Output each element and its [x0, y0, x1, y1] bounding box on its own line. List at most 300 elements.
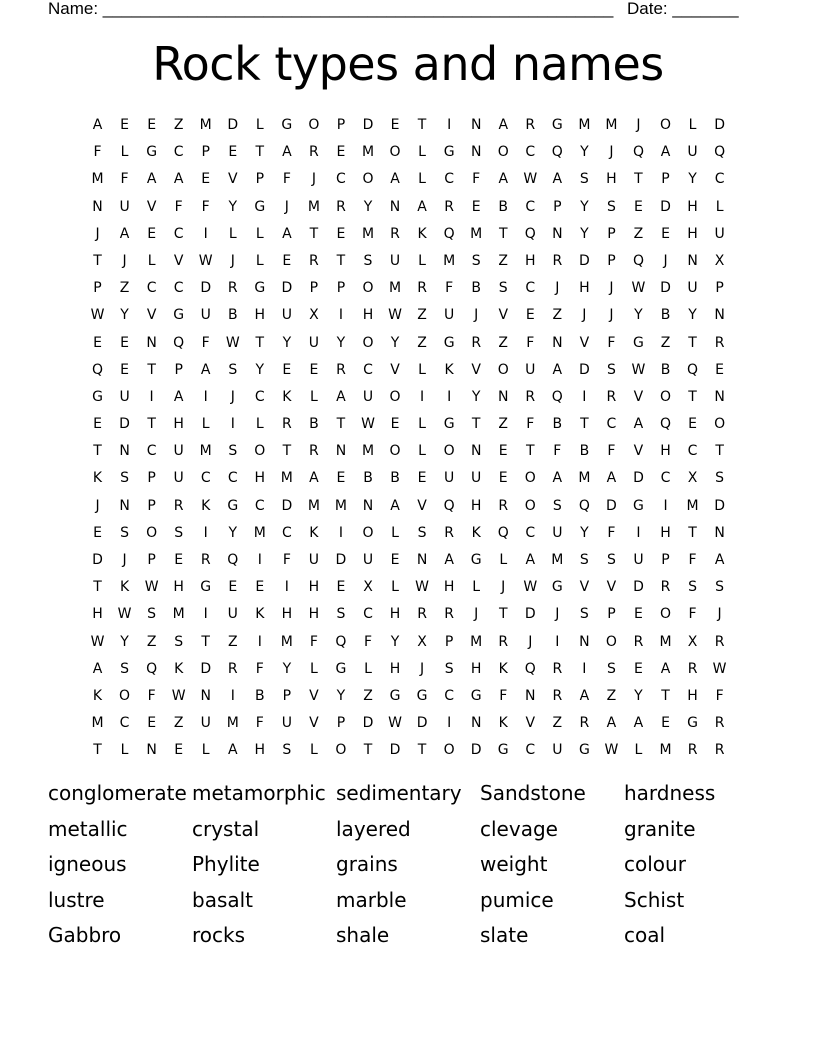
grid-letter: L	[201, 742, 210, 759]
grid-letter: R	[390, 225, 400, 242]
grid-letter: D	[578, 252, 590, 269]
grid-letter: D	[362, 117, 374, 133]
grid-letter: Q	[173, 334, 185, 351]
grid-letter: C	[687, 443, 698, 460]
grid-letter: A	[417, 198, 427, 215]
grid-letter: M	[199, 443, 212, 460]
grid-letter: M	[470, 633, 483, 650]
grid-letter: C	[173, 280, 184, 297]
grid-letter: F	[201, 334, 210, 351]
grid-letter: G	[470, 552, 482, 568]
grid-letter: A	[390, 497, 400, 514]
grid-letter: R	[309, 443, 319, 460]
grid-letter: P	[444, 633, 454, 650]
grid-letter: F	[526, 334, 535, 351]
grid-letter: T	[498, 606, 508, 623]
grid-letter: F	[255, 660, 264, 677]
grid-letter: E	[525, 307, 535, 324]
grid-letter: R	[444, 524, 454, 541]
word-list-item: sedimentary	[336, 781, 462, 805]
grid-letter: Q	[227, 552, 239, 568]
grid-letter: I	[420, 388, 425, 405]
grid-letter: O	[605, 633, 617, 650]
grid-letter: Y	[688, 171, 697, 188]
grid-letter: Y	[282, 660, 292, 677]
grid-letter: D	[119, 416, 130, 433]
grid-letter: T	[309, 225, 319, 242]
grid-letter: N	[470, 117, 482, 133]
grid-letter: H	[687, 687, 698, 704]
grid-row	[84, 194, 734, 221]
grid-letter: O	[659, 388, 672, 405]
grid-letter: C	[525, 524, 536, 541]
grid-letter: E	[147, 225, 157, 242]
grid-letter: M	[280, 470, 293, 487]
word-list-item: granite	[624, 816, 696, 841]
grid-letter: W	[523, 171, 538, 188]
grid-letter: E	[688, 416, 697, 433]
grid-letter: M	[361, 144, 375, 161]
grid-letter: I	[203, 524, 208, 541]
grid-letter: L	[255, 416, 264, 433]
date-field-label: Date: _______	[627, 0, 739, 18]
grid-letter: P	[607, 606, 616, 623]
grid-letter: S	[417, 524, 427, 541]
grid-letter: F	[147, 687, 156, 704]
grid-letter: E	[282, 361, 292, 378]
grid-letter: A	[92, 117, 103, 133]
grid-letter: H	[389, 660, 401, 677]
grid-letter: B	[309, 416, 319, 433]
grid-letter: S	[282, 742, 292, 759]
grid-letter: N	[552, 334, 563, 351]
grid-letter: C	[363, 606, 373, 623]
grid-letter: G	[633, 334, 644, 351]
grid-letter: E	[147, 117, 157, 133]
word-list-item: pumice	[480, 887, 554, 912]
grid-letter: M	[307, 198, 320, 215]
grid-letter: T	[580, 416, 589, 433]
grid-letter: T	[93, 579, 102, 596]
grid-letter: R	[714, 742, 725, 759]
grid-letter: Z	[552, 715, 563, 732]
grid-letter: B	[498, 198, 509, 215]
grid-letter: H	[389, 606, 401, 623]
grid-letter: P	[661, 171, 670, 188]
word-list-item: slate	[480, 923, 529, 948]
grid-letter: W	[117, 606, 132, 623]
grid-letter: Y	[336, 334, 346, 351]
grid-letter: S	[579, 552, 589, 568]
grid-letter: T	[471, 416, 481, 433]
grid-letter: U	[281, 715, 292, 732]
grid-letter: C	[525, 198, 536, 215]
grid-letter: Q	[524, 660, 536, 677]
grid-letter: N	[146, 742, 157, 759]
grid-letter: M	[91, 171, 104, 188]
grid-letter: L	[418, 144, 426, 161]
grid-letter: D	[524, 606, 536, 623]
grid-letter: S	[715, 470, 725, 487]
grid-letter: S	[579, 606, 589, 623]
grid-letter: O	[714, 416, 726, 433]
grid-letter: Y	[580, 524, 589, 541]
grid-letter: E	[336, 144, 346, 161]
grid-letter: K	[92, 470, 103, 487]
grid-letter: G	[416, 687, 428, 704]
grid-letter: L	[715, 198, 724, 215]
word-list-item: Sandstone	[480, 781, 586, 805]
grid-letter: I	[582, 388, 587, 405]
grid-letter: S	[498, 280, 508, 297]
grid-letter: O	[362, 524, 374, 541]
grid-letter: P	[336, 715, 346, 732]
grid-letter: R	[687, 660, 698, 677]
page-title: Rock types and names	[152, 37, 664, 91]
grid-letter: X	[687, 633, 698, 650]
word-list-item: conglomerate	[48, 781, 187, 805]
name-field-label: Name: ______________________________________________________	[48, 0, 614, 18]
grid-letter: J	[609, 144, 614, 161]
grid-letter: Y	[282, 334, 292, 351]
word-row	[48, 777, 768, 813]
grid-letter: O	[335, 742, 347, 759]
grid-letter: L	[391, 579, 399, 596]
grid-letter: P	[147, 497, 156, 514]
grid-row	[84, 384, 734, 411]
grid-letter: B	[579, 443, 590, 460]
grid-row	[84, 248, 734, 275]
grid-letter: L	[418, 361, 426, 378]
grid-letter: F	[255, 715, 264, 732]
grid-letter: F	[120, 171, 129, 188]
grid-letter: V	[579, 334, 590, 351]
grid-letter: A	[633, 416, 644, 433]
grid-letter: C	[525, 144, 536, 161]
grid-letter: Y	[634, 687, 643, 704]
grid-letter: U	[714, 225, 725, 242]
grid-letter: K	[444, 361, 454, 378]
grid-letter: C	[336, 171, 346, 188]
word-list-item: shale	[336, 923, 390, 948]
grid-letter: C	[173, 144, 184, 161]
grid-letter: D	[227, 117, 239, 133]
grid-letter: G	[443, 416, 455, 433]
grid-letter: W	[225, 334, 240, 351]
grid-letter: S	[120, 470, 130, 487]
grid-letter: S	[147, 606, 157, 623]
grid-letter: H	[443, 579, 455, 596]
grid-letter: S	[606, 361, 616, 378]
grid-letter: R	[417, 606, 427, 623]
grid-letter: H	[687, 198, 698, 215]
grid-letter: T	[93, 742, 102, 759]
grid-letter: R	[714, 633, 725, 650]
grid-letter: L	[418, 171, 426, 188]
word-list-item: lustre	[48, 887, 105, 912]
grid-letter: F	[174, 198, 183, 215]
grid-letter: S	[174, 633, 184, 650]
grid-letter: P	[93, 280, 102, 297]
grid-letter: M	[659, 633, 672, 650]
grid-letter: P	[174, 361, 183, 378]
grid-letter: D	[281, 497, 293, 514]
word-list-item: Schist	[624, 887, 685, 912]
grid-letter: M	[686, 497, 699, 514]
grid-letter: L	[499, 552, 508, 568]
grid-letter: B	[255, 687, 265, 704]
grid-letter: J	[122, 552, 127, 568]
grid-letter: M	[578, 117, 591, 133]
grid-letter: A	[660, 660, 671, 677]
grid-letter: A	[227, 742, 238, 759]
grid-letter: Z	[119, 280, 130, 297]
grid-letter: F	[688, 552, 697, 568]
grid-letter: N	[119, 443, 130, 460]
grid-letter: D	[389, 742, 401, 759]
grid-letter: W	[361, 416, 375, 433]
word-list-item: metallic	[48, 816, 128, 841]
grid-letter: A	[498, 171, 509, 188]
grid-letter: O	[497, 361, 509, 378]
grid-letter: W	[388, 715, 402, 732]
grid-letter: O	[362, 171, 374, 188]
grid-letter: Z	[660, 334, 671, 351]
grid-letter: V	[498, 307, 509, 324]
word-list-item: crystal	[192, 816, 260, 841]
grid-letter: C	[714, 171, 725, 188]
grid-letter: E	[120, 361, 129, 378]
grid-letter: T	[255, 334, 265, 351]
grid-letter: R	[281, 416, 292, 433]
grid-letter: A	[633, 715, 644, 732]
grid-letter: V	[606, 579, 617, 596]
grid-letter: I	[338, 524, 344, 541]
grid-letter: C	[281, 524, 292, 541]
grid-letter: H	[308, 606, 320, 623]
grid-letter: C	[119, 715, 130, 732]
grid-letter: N	[714, 388, 725, 405]
grid-letter: D	[714, 117, 725, 133]
grid-letter: D	[470, 742, 482, 759]
grid-letter: E	[93, 524, 102, 541]
grid-letter: Y	[580, 225, 589, 242]
grid-letter: E	[634, 660, 643, 677]
grid-letter: M	[334, 497, 347, 514]
grid-letter: K	[498, 660, 508, 677]
grid-letter: Q	[443, 497, 455, 514]
grid-letter: V	[417, 497, 427, 514]
grid-letter: E	[390, 552, 400, 568]
grid-letter: Y	[228, 524, 238, 541]
grid-letter: E	[255, 579, 265, 596]
grid-letter: O	[389, 144, 401, 161]
grid-letter: L	[472, 579, 481, 596]
grid-letter: S	[120, 660, 130, 677]
grid-letter: A	[606, 470, 617, 487]
grid-letter: I	[203, 606, 208, 623]
grid-letter: E	[120, 334, 129, 351]
grid-letter: I	[257, 552, 262, 568]
grid-letter: U	[471, 470, 482, 487]
grid-letter: P	[661, 552, 670, 568]
grid-letter: N	[687, 252, 698, 269]
grid-letter: R	[417, 280, 427, 297]
grid-letter: M	[659, 742, 672, 759]
grid-letter: A	[336, 388, 346, 405]
grid-letter: T	[688, 334, 697, 351]
grid-letter: A	[606, 715, 617, 732]
grid-letter: G	[335, 660, 347, 677]
grid-letter: C	[444, 687, 455, 704]
grid-letter: G	[254, 280, 266, 297]
grid-letter: O	[443, 443, 455, 460]
grid-letter: G	[254, 198, 266, 215]
grid-letter: B	[227, 307, 238, 324]
grid-letter: M	[443, 252, 456, 269]
grid-letter: W	[171, 687, 186, 704]
grid-letter: W	[631, 280, 646, 297]
grid-letter: V	[471, 361, 481, 378]
grid-letter: I	[284, 579, 289, 596]
grid-letter: O	[308, 117, 320, 133]
grid-letter: W	[90, 633, 105, 650]
grid-letter: Z	[363, 687, 373, 704]
grid-letter: W	[523, 579, 538, 596]
grid-letter: L	[309, 660, 318, 677]
grid-letter: N	[552, 225, 563, 242]
grid-letter: G	[633, 497, 644, 514]
grid-letter: N	[497, 388, 509, 405]
grid-letter: A	[525, 552, 536, 568]
grid-letter: G	[470, 687, 482, 704]
grid-letter: W	[388, 307, 402, 324]
grid-letter: B	[660, 307, 671, 324]
grid-letter: O	[362, 334, 374, 351]
grid-letter: F	[607, 524, 616, 541]
grid-letter: M	[578, 470, 591, 487]
grid-letter: F	[93, 144, 102, 161]
grid-row	[84, 493, 734, 520]
grid-letter: O	[362, 280, 374, 297]
grid-letter: O	[389, 443, 401, 460]
grid-letter: Q	[146, 660, 158, 677]
grid-letter: D	[335, 552, 347, 568]
grid-letter: L	[201, 416, 210, 433]
grid-letter: S	[363, 252, 373, 269]
grid-letter: F	[499, 687, 508, 704]
grid-letter: X	[687, 470, 698, 487]
grid-letter: V	[309, 715, 319, 732]
grid-letter: I	[338, 307, 344, 324]
grid-letter: D	[606, 497, 617, 514]
grid-row	[84, 710, 734, 737]
grid-letter: L	[688, 117, 697, 133]
grid-letter: I	[636, 524, 641, 541]
grid-letter: W	[144, 579, 159, 596]
grid-letter: W	[415, 579, 429, 596]
grid-letter: V	[227, 171, 238, 188]
grid-letter: R	[336, 198, 346, 215]
grid-letter: E	[661, 225, 670, 242]
grid-letter: L	[391, 524, 399, 541]
grid-letter: H	[254, 742, 266, 759]
grid-letter: R	[227, 280, 238, 297]
grid-letter: T	[417, 742, 427, 759]
grid-letter: J	[95, 497, 100, 514]
grid-letter: O	[254, 443, 266, 460]
grid-letter: X	[363, 579, 373, 596]
grid-letter: N	[92, 198, 103, 215]
grid-letter: X	[714, 252, 725, 269]
word-list-item: rocks	[192, 923, 246, 948]
grid-letter: U	[119, 388, 130, 405]
grid-letter: P	[336, 117, 346, 133]
grid-letter: A	[552, 171, 563, 188]
grid-letter: P	[201, 144, 210, 161]
grid-letter: L	[255, 117, 264, 133]
grid-letter: S	[552, 497, 562, 514]
grid-letter: N	[525, 687, 536, 704]
grid-letter: A	[119, 225, 130, 242]
grid-letter: M	[388, 280, 402, 297]
grid-letter: I	[230, 416, 235, 433]
grid-letter: M	[226, 715, 239, 732]
grid-letter: V	[525, 715, 536, 732]
grid-letter: L	[418, 443, 426, 460]
grid-letter: Q	[687, 361, 699, 378]
grid-letter: L	[418, 416, 426, 433]
grid-letter: D	[714, 497, 725, 514]
grid-letter: J	[501, 579, 506, 596]
grid-letter: T	[498, 225, 508, 242]
grid-letter: V	[633, 388, 644, 405]
grid-letter: A	[714, 552, 725, 568]
grid-letter: C	[444, 171, 455, 188]
letter-grid	[84, 112, 734, 765]
grid-letter: R	[606, 388, 617, 405]
header	[48, 0, 748, 20]
grid-row	[84, 302, 734, 329]
grid-letter: F	[715, 687, 724, 704]
grid-letter: O	[524, 497, 536, 514]
grid-letter: V	[579, 579, 590, 596]
grid-letter: J	[230, 252, 235, 269]
grid-letter: L	[120, 144, 129, 161]
grid-letter: K	[119, 579, 130, 596]
grid-letter: G	[443, 334, 455, 351]
grid-letter: O	[659, 606, 672, 623]
grid-letter: Z	[498, 334, 509, 351]
grid-letter: R	[309, 252, 319, 269]
grid-letter: H	[362, 307, 374, 324]
grid-letter: T	[93, 252, 102, 269]
grid-letter: S	[579, 171, 589, 188]
grid-letter: Y	[120, 633, 129, 650]
grid-letter: Z	[146, 633, 157, 650]
grid-letter: F	[282, 171, 291, 188]
grid-letter: Z	[498, 416, 509, 433]
word-list-item: coal	[624, 923, 666, 948]
word-list-item: metamorphic	[192, 781, 326, 805]
grid-letter: Y	[336, 687, 346, 704]
grid-letter: I	[149, 388, 154, 405]
grid-letter: J	[420, 660, 425, 677]
grid-letter: E	[498, 470, 508, 487]
grid-letter: C	[200, 470, 211, 487]
grid-letter: B	[390, 470, 400, 487]
grid-letter: D	[660, 280, 671, 297]
